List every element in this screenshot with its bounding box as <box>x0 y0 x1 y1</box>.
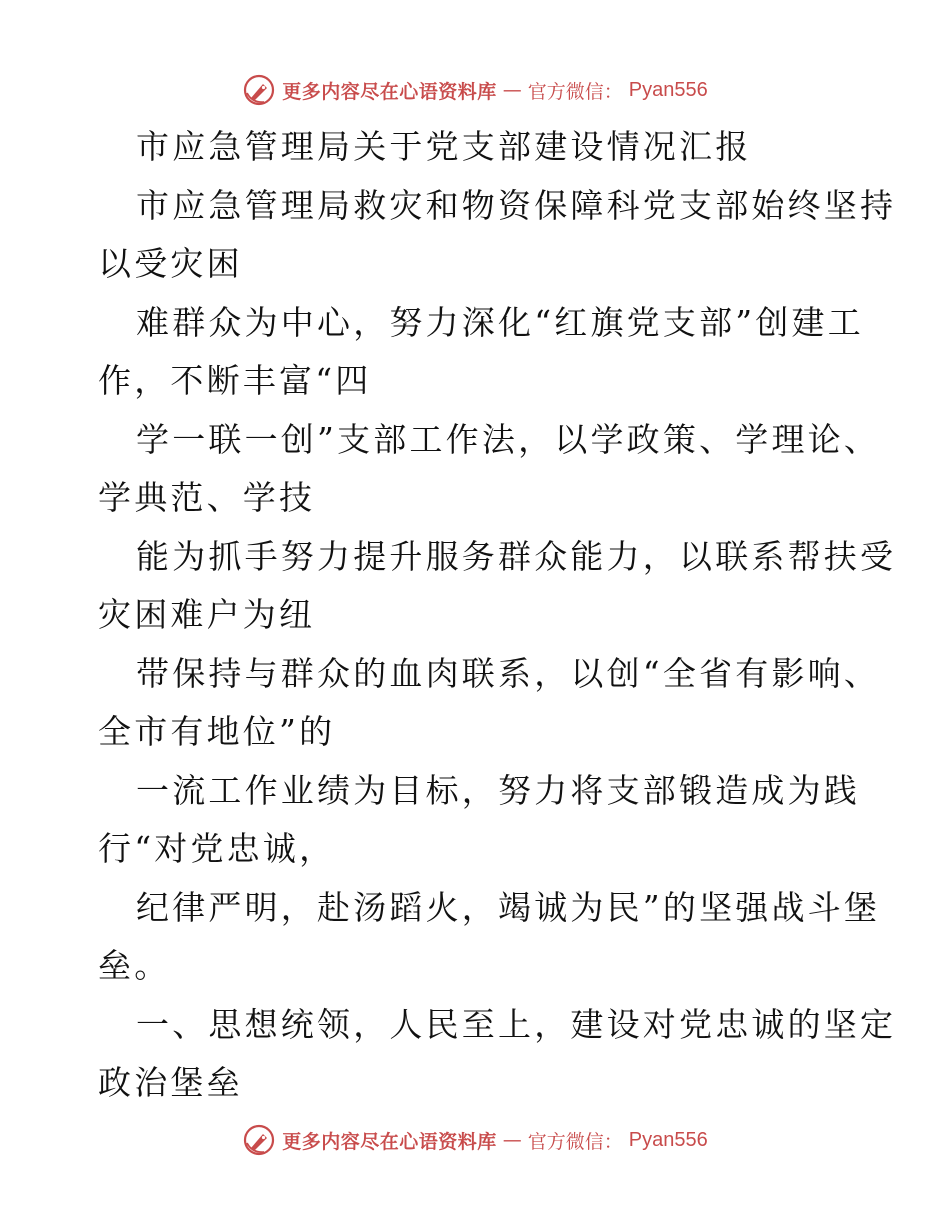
text-line: 全市有地位”的 <box>98 712 336 751</box>
watermark-sub-text: 官方微信： <box>527 1130 623 1153</box>
text-line: 能为抓手努力提升服务群众能力，以联系帮扶受 <box>136 536 897 576</box>
text-line: 灾困难户为纽 <box>98 595 316 634</box>
pen-nib-circle-icon <box>242 73 276 107</box>
watermark-separator: — <box>502 79 522 101</box>
text-line: 难群众为中心，努力深化“红旗党支部”创建工 <box>136 302 864 342</box>
text-line: 学典范、学技 <box>98 478 316 517</box>
watermark-main-text: 更多内容尽在心语资料库 <box>282 80 497 103</box>
text-line: 一、思想统领，人民至上，建设对党忠诚的坚定 <box>136 1004 897 1044</box>
document-body <box>98 118 897 1113</box>
watermark-separator: — <box>502 1129 522 1151</box>
watermark-account: Pyan556 <box>628 1128 708 1151</box>
pen-nib-circle-icon <box>242 1123 276 1157</box>
text-line: 市应急管理局救灾和物资保障科党支部始终坚持 <box>136 185 897 225</box>
text-line: 行“对党忠诚， <box>98 829 336 868</box>
text-line: 一流工作业绩为目标，努力将支部锻造成为践 <box>136 770 860 810</box>
text-line: 垒。 <box>98 946 171 985</box>
text-line: 纪律严明，赴汤蹈火，竭诚为民”的坚强战斗堡 <box>136 887 881 927</box>
text-line: 政治堡垒 <box>98 1063 243 1102</box>
text-line: 学一联一创”支部工作法，以学政策、学理论、 <box>136 419 881 459</box>
text-line: 以受灾困 <box>98 244 243 283</box>
text-line: 作，不断丰富“四 <box>98 361 372 400</box>
watermark-account: Pyan556 <box>628 78 708 101</box>
watermark-banner-top <box>0 70 950 110</box>
watermark-sub-text: 官方微信： <box>527 80 623 103</box>
text-line: 带保持与群众的血肉联系，以创“全省有影响、 <box>136 653 881 693</box>
watermark-main-text: 更多内容尽在心语资料库 <box>282 1130 497 1153</box>
watermark-banner-bottom <box>0 1120 950 1160</box>
text-line: 市应急管理局关于党支部建设情况汇报 <box>136 127 752 166</box>
